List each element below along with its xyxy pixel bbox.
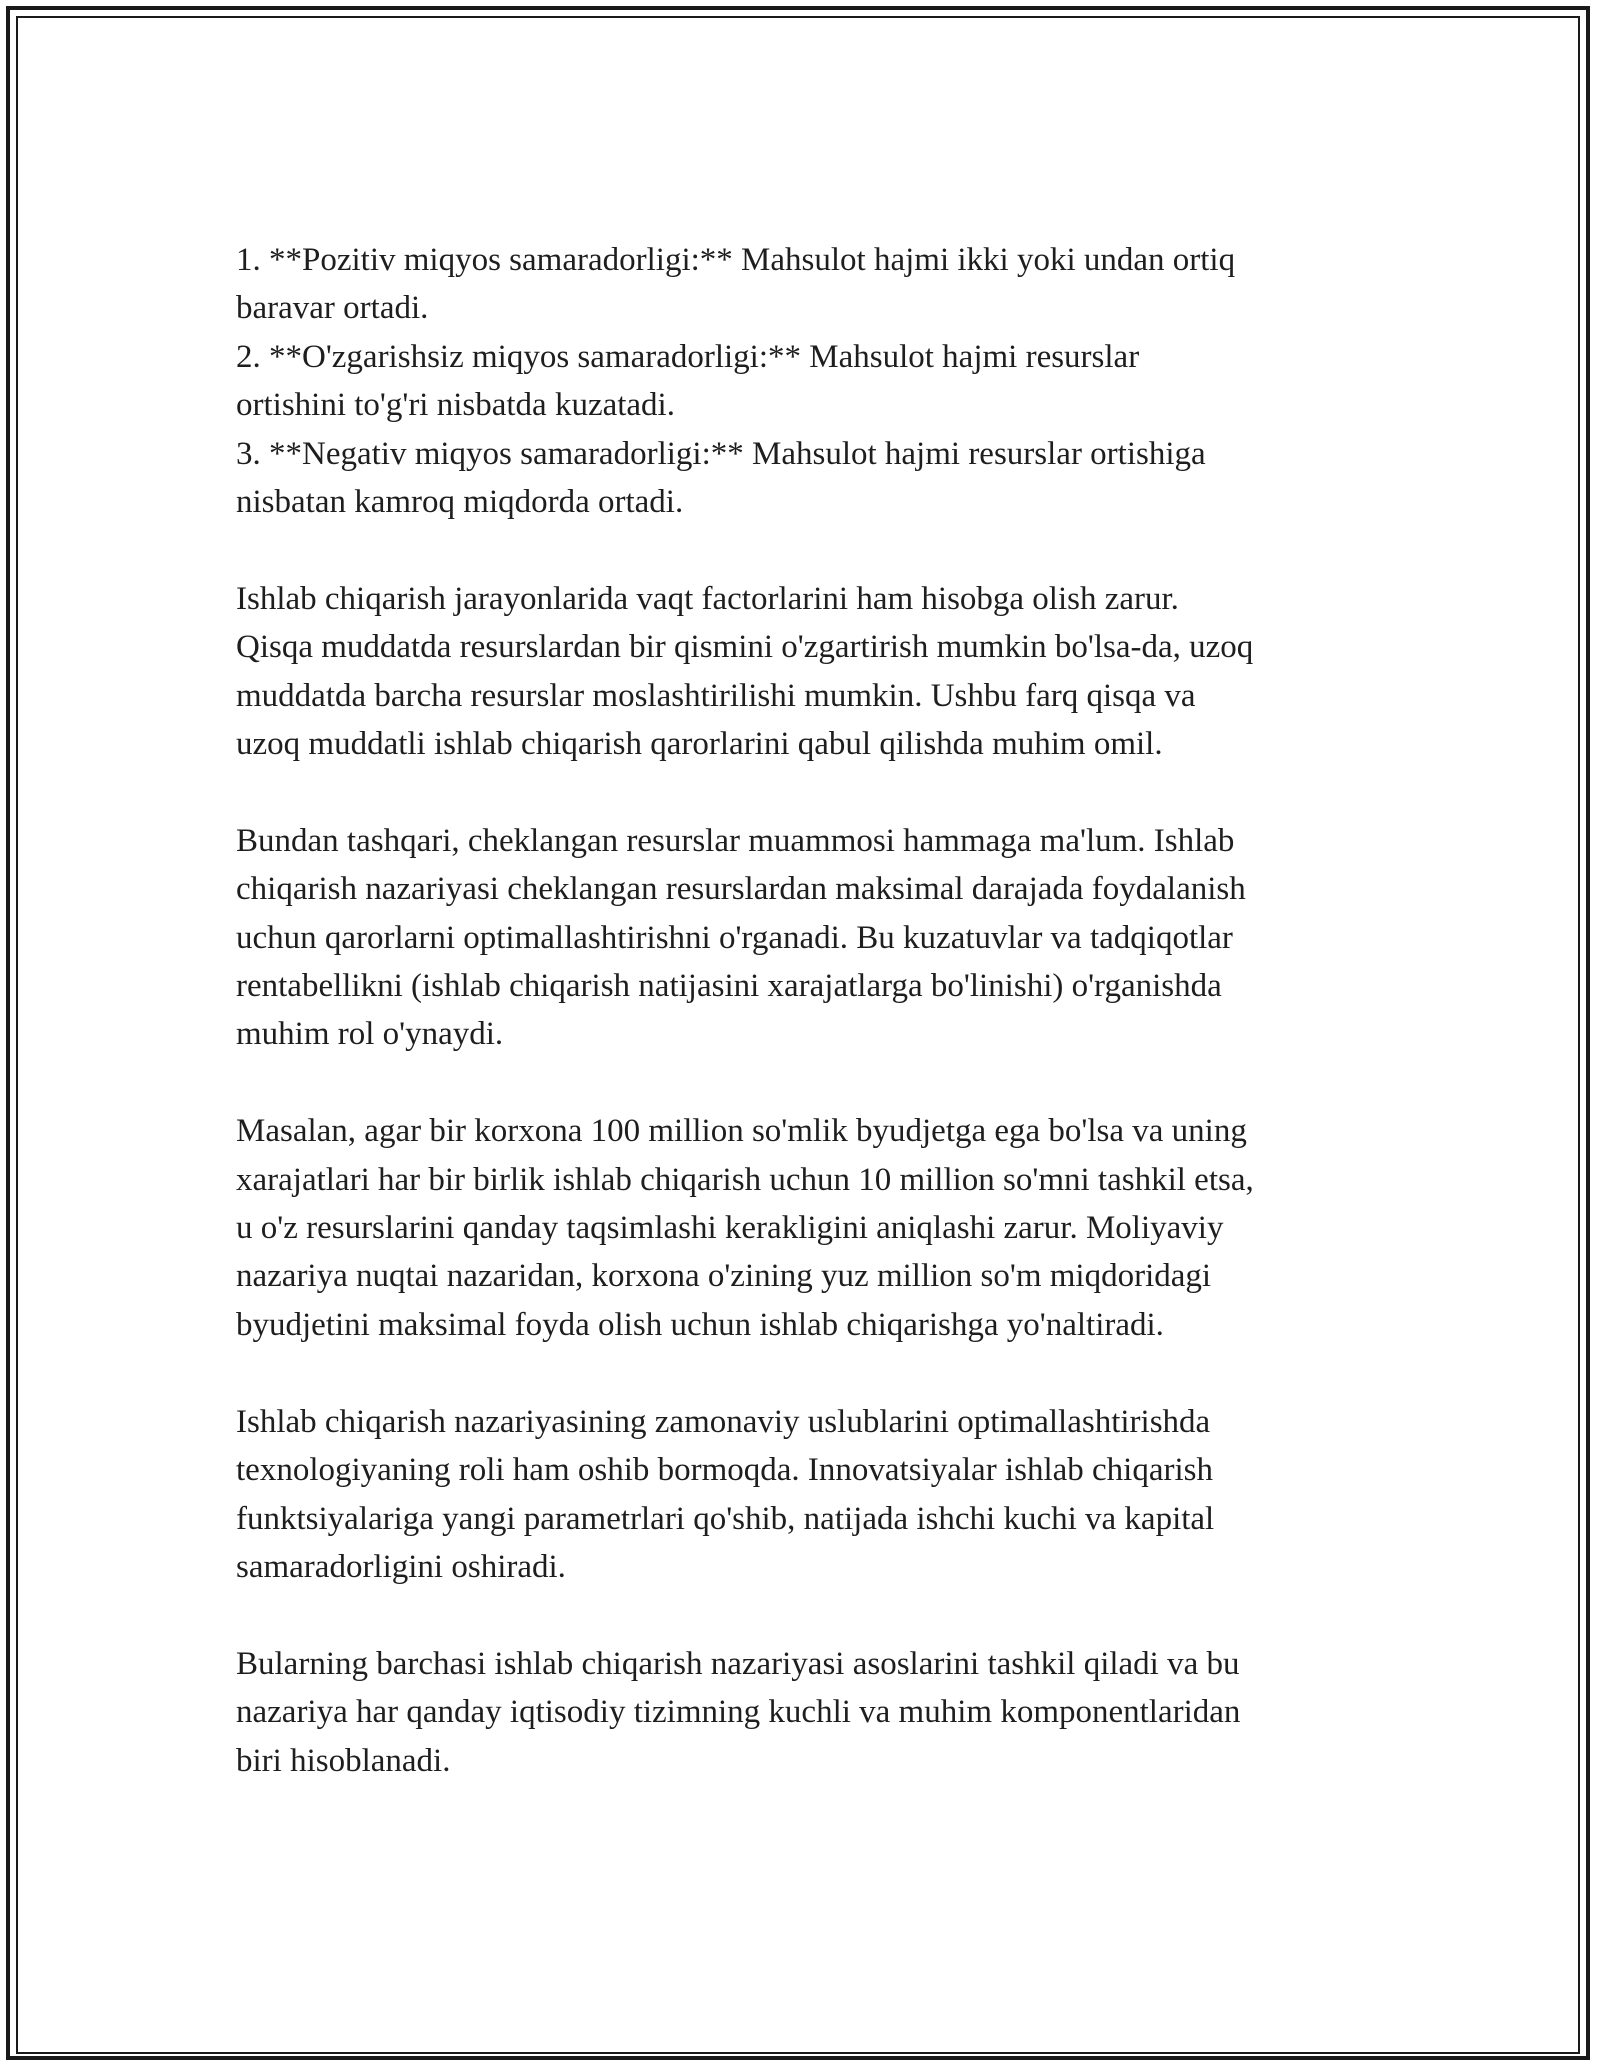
text-line: nazariya har qanday iqtisodiy tizimning kuchli va muhim komponentlaridan bbox=[236, 1694, 1241, 1731]
document-body bbox=[236, 236, 1386, 1833]
text-line: xarajatlari har bir birlik ishlab chiqarish uchun 10 million so'mni tashkil etsa, bbox=[236, 1161, 1254, 1198]
text-line: funktsiyalariga yangi parametrlari qo'shib, natijada ishchi kuchi va kapital bbox=[236, 1500, 1215, 1537]
text-line: nisbatan kamroq miqdorda ortadi. bbox=[236, 484, 684, 521]
list-scale-efficiency bbox=[236, 236, 1386, 526]
text-line: 1. **Pozitiv miqyos samaradorligi:** Mahsulot hajmi ikki yoki undan ortiq bbox=[236, 242, 1236, 278]
text-line: Qisqa muddatda resurslardan bir qismini o'zgartirish mumkin bo'lsa-da, uzoq bbox=[236, 629, 1254, 666]
text-line: uchun qarorlarni optimallashtirishni o'rganadi. Bu kuzatuvlar va tadqiqotlar bbox=[236, 919, 1233, 956]
text-line: 3. **Negativ miqyos samaradorligi:** Mahsulot hajmi resurslar ortishiga bbox=[236, 435, 1206, 472]
text-line: texnologiyaning roli ham oshib bormoqda. Innovatsiyalar ishlab chiqarish bbox=[236, 1452, 1213, 1489]
text-line: Bundan tashqari, cheklangan resurslar muammosi hammaga ma'lum. Ishlab bbox=[236, 822, 1235, 859]
text-line: biri hisoblanadi. bbox=[236, 1742, 451, 1779]
text-line: baravar ortadi. bbox=[236, 290, 429, 327]
text-line: chiqarish nazariyasi cheklangan resurslardan maksimal darajada foydalanish bbox=[236, 871, 1246, 908]
text-line: samaradorligini oshiradi. bbox=[236, 1548, 566, 1585]
text-line: rentabellikni (ishlab chiqarish natijasini xarajatlarga bo'linishi) o'rganishda bbox=[236, 968, 1222, 1005]
paragraph-time-factors bbox=[236, 575, 1386, 769]
paragraph-conclusion bbox=[236, 1640, 1386, 1785]
paragraph-technology-role bbox=[236, 1398, 1386, 1592]
text-line: Bularning barchasi ishlab chiqarish nazariyasi asoslarini tashkil qiladi va bu bbox=[236, 1645, 1240, 1682]
text-line: 2. **O'zgarishsiz miqyos samaradorligi:** Mahsulot hajmi resurslar bbox=[236, 338, 1140, 375]
text-line: Ishlab chiqarish nazariyasining zamonaviy uslublarini optimallashtirishda bbox=[236, 1403, 1211, 1440]
text-line: byudjetini maksimal foyda olish uchun ishlab chiqarishga yo'naltiradi. bbox=[236, 1306, 1164, 1343]
text-line: muddatda barcha resurslar moslashtirilishi mumkin. Ushbu farq qisqa va bbox=[236, 677, 1196, 714]
text-line: nazariya nuqtai nazaridan, korxona o'zining yuz million so'm miqdoridagi bbox=[236, 1258, 1212, 1295]
text-line: ortishini to'g'ri nisbatda kuzatadi. bbox=[236, 387, 675, 424]
paragraph-limited-resources bbox=[236, 817, 1386, 1059]
text-line: uzoq muddatli ishlab chiqarish qarorlarini qabul qilishda muhim omil. bbox=[236, 726, 1163, 763]
text-line: Masalan, agar bir korxona 100 million so'mlik byudjetga ega bo'lsa va uning bbox=[236, 1113, 1247, 1150]
text-line: Ishlab chiqarish jarayonlarida vaqt factorlarini ham hisobga olish zarur. bbox=[236, 580, 1179, 617]
text-line: muhim rol o'ynaydi. bbox=[236, 1016, 504, 1053]
paragraph-budget-example bbox=[236, 1107, 1386, 1349]
text-line: u o'z resurslarini qanday taqsimlashi kerakligini aniqlashi zarur. Moliyaviy bbox=[236, 1210, 1224, 1247]
